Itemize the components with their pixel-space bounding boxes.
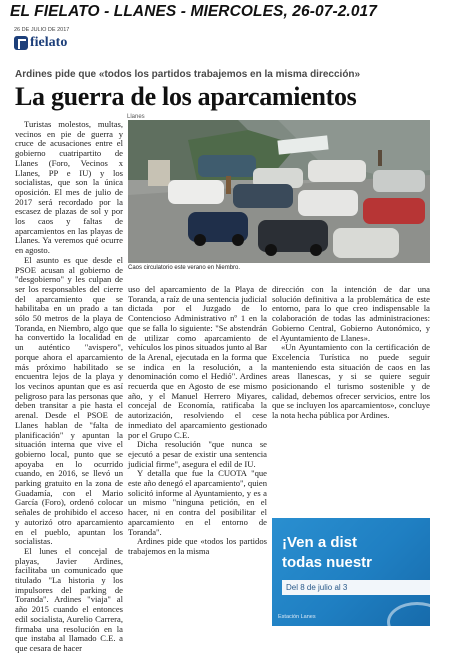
paragraph: Turistas molestos, multas, vecinos en pie de guerra y cruce de acusaciones entre el gobierno cuatripartito de Llanes (Foro, Vecinos x Llanes, PP e IU) y los socialistas, que son la única oposición. El mes de julio de 2017 será recordado por la escasez de plazas de sol y por los caos y faltas de aparcamientos en las playas de Llanes. Ya veremos qué ocurre en agosto. <box>15 119 123 256</box>
paragraph: Ardines pide que «todos los partidos trabajemos en la misma <box>128 536 267 556</box>
paragraph: uso del aparcamiento de la Playa de Toranda, a raíz de una sentencia judicial dictada por el Juzgado de lo Contencioso Administrativo nº 1 en la que se falla lo siguiente: "Se abstendrán de utilizar como aparcamiento de vehículos los pinos situados junto al Bar de la Arenal, ejecutada en la forma que se indica en la resolución, a la denominación como el Hedió". Ardines recuerda que en Agosto de ese mismo año, y el Manuel Herrero Miyares, concejal de Economía, ratificaba la autorización, resolviendo el cese inmediato del aparcamiento gestionado por el Grupo C.E. <box>128 284 267 440</box>
ad-headline-1: ¡Ven a dist <box>282 534 358 551</box>
paragraph: «Un Ayuntamiento con la certificación de Excelencia Turística no puede seguir manteniendo esta situación de caos en las areas llanescas, y si se quiere seguir posicionando el turismo sostenible y de calidad, debemos ofrecer servicios, entre los que se incluyen los aparcamientos», concluye la nota hecha pública por Ardines. <box>272 342 430 421</box>
paragraph: dirección con la intención de dar una solución definitiva a la problemática de este entorno, para lo que creo indispensable la colaboración de todas las administraciones: Gobierno Central, Gobierno Autonómico, y el Ayuntamiento de Llanes». <box>272 284 430 343</box>
photo-caption: Caos circulatorio este verano en Niembro. <box>128 265 241 271</box>
ad-dates: Del 8 de julio al 3 <box>282 580 430 595</box>
paragraph: El asunto es que desde el PSOE acusan al gobierno de "desgobierno" y les culpan de ser los responsables del cierre del aparcamiento que se habilitaba en un prado a tan sólo 50 metros de la playa de Toranda, en Niembro, algo que ha convertido la localidad en un auténtico "avispero", porque ahora el aparcamiento más próximo habilitado se encuentra lejos de la playa y los vecinos apuntan que es así peligroso para las personas que deben transitar a pie hasta el arenal. Desde el PSOE de Llanes hablan de "falta de planificación" y apuntan la situación interna que vive el gobierno local, punto que se apoyaba en lo ocurrido cuando, en 2016, se llevó un parking gratuito en la zona de Guadamía, con el Mario García (Foro), ordenó colocar señales de prohibido el acceso y autorizó otro aparcamiento en el pueblo, apuntan los socialistas. <box>15 254 123 547</box>
article-byline: Llanes <box>127 114 145 120</box>
parking-scene-illustration <box>128 120 430 263</box>
article-column-1 <box>15 119 123 653</box>
article-photo <box>128 120 430 263</box>
masthead-date: 26 DE JULIO DE 2017 <box>14 27 70 33</box>
ad-swirl-decoration <box>387 602 447 642</box>
article-kicker: Ardines pide que «todos los partidos trabajemos en la misma dirección» <box>15 69 361 80</box>
paragraph: El lunes el concejal de playas, Javier Ardines, facilitaba un comunicado que titulado "La historia y los impulsores del parking de Toranda". Ardines "viaja" al año 2015 cuando el entonces edil socialista, Aurelio Carrera, firmaba una resolución en la que instaba al llamado C.E. a que cesara de hacer <box>15 545 123 653</box>
page-banner: EL FIELATO - LLANES - MIERCOLES, 26-07-2.017 <box>10 3 377 20</box>
article-headline: La guerra de los aparcamientos <box>15 82 357 111</box>
ad-station: Estación Lanes <box>278 614 316 620</box>
article-column-3 <box>272 285 430 497</box>
ad-headline-2: todas nuestr <box>282 554 373 571</box>
paragraph: Y detalla que fue la CUOTA "que este año denegó el aparcamiento", quien solicitó informe al Ayuntamiento, y es a un mismo "ninguna petición, en el hacer, ni en contra del posibilitar el aparcamiento en el entorno de Toranda". <box>128 468 267 537</box>
advertisement[interactable] <box>272 518 430 626</box>
masthead <box>14 27 134 53</box>
article-column-2 <box>128 285 267 625</box>
paragraph: Dicha resolución "que nunca se ejecutó a pesar de existir una sentencia judicial firme", asegura el edil de IU. <box>128 439 267 469</box>
fielato-logo-icon <box>14 36 28 50</box>
logo-text: fielato <box>30 35 68 50</box>
masthead-logo <box>14 35 134 51</box>
